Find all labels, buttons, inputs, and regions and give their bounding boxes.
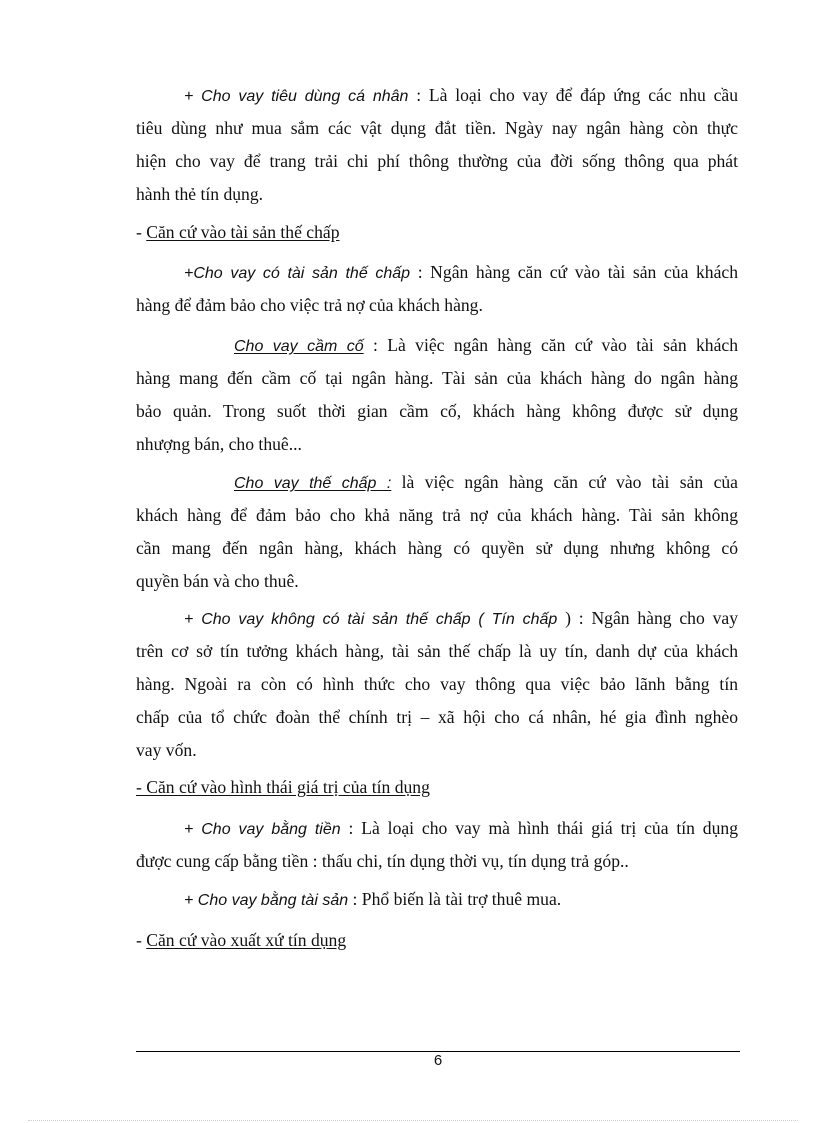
text-line [136, 216, 738, 249]
heading-dash: - [136, 222, 147, 242]
text-line [136, 329, 738, 362]
heading-dash: - [136, 930, 147, 950]
term-mortgage-loan: Cho vay thế chấp : [234, 475, 392, 492]
text-run: : Là loại cho vay mà hình thái giá trị của tín dụng [340, 818, 738, 838]
paragraph-unsecured-loan [136, 602, 738, 767]
text-run: là việc ngân hàng căn cứ vào tài sản của [391, 472, 738, 492]
text-line [136, 79, 738, 112]
page-edge-dotted-line [28, 1120, 798, 1121]
text-run: : Ngân hàng căn cứ vào tài sản của khách [410, 262, 739, 282]
term-secured-loan: +Cho vay có tài sản thế chấp [184, 265, 411, 282]
text-line: chấp của tổ chức đoàn thể chính trị – xã hội cho cá nhân, hé gia đình nghèo [136, 707, 738, 727]
text-run: : Là loại cho vay để đáp ứng các nhu cầu [408, 85, 738, 105]
text-line [136, 771, 738, 804]
paragraph-secured-loan [136, 256, 738, 322]
term-pawn-loan: Cho vay cầm cố [234, 338, 364, 355]
text-line: trên cơ sở tín tưởng khách hàng, tài sản thế chấp là uy tín, danh dự của khách [136, 641, 738, 661]
text-line [136, 812, 738, 845]
text-run: : Phổ biến là tài trợ thuê mua. [348, 889, 562, 909]
text-run: : Là việc ngân hàng căn cứ vào tài sản khách [363, 335, 738, 355]
text-line: tiêu dùng như mua sắm các vật dụng đắt tiền. Ngày nay ngân hàng còn thực [136, 118, 738, 138]
text-line: vay vốn. [136, 740, 197, 760]
text-line: quyền bán và cho thuê. [136, 571, 299, 591]
text-line [136, 466, 738, 499]
term-cash-loan: + Cho vay bằng tiền [184, 821, 341, 838]
text-line: hàng để đảm bảo cho việc trả nợ của khách hàng. [136, 295, 483, 315]
heading-credit-value-form [136, 771, 738, 804]
text-line: hàng. Ngoài ra còn có hình thức cho vay thông qua việc bảo lãnh bằng tín [136, 674, 738, 694]
page-number: 6 [433, 1052, 443, 1069]
text-line [136, 883, 738, 916]
text-run: ) : Ngân hàng cho vay [557, 608, 738, 628]
text-line: nhượng bán, cho thuê... [136, 434, 302, 454]
heading-text: Căn cứ vào tài sản thế chấp [146, 222, 340, 242]
paragraph-asset-loan [136, 883, 738, 916]
term-consumer-loan: + Cho vay tiêu dùng cá nhân [184, 88, 409, 105]
text-line: bảo quản. Trong suốt thời gian cầm cố, khách hàng không được sử dụng [136, 401, 738, 421]
text-line: hiện cho vay để trang trải chi phí thông thường của đời sống thông qua phát [136, 151, 738, 171]
text-line: được cung cấp bằng tiền : thấu chi, tín dụng thời vụ, tín dụng trả góp.. [136, 851, 629, 871]
heading-credit-origin [136, 924, 738, 957]
text-line: khách hàng để đảm bảo cho khả năng trả nợ của khách hàng. Tài sản không [136, 505, 738, 525]
paragraph-mortgage-loan [136, 466, 738, 598]
paragraph-consumer-loan [136, 79, 738, 211]
heading-collateral [136, 216, 738, 249]
text-line: hành thẻ tín dụng. [136, 184, 264, 204]
paragraph-cash-loan [136, 812, 738, 878]
heading-text: Căn cứ vào xuất xứ tín dụng [146, 930, 347, 950]
text-line [136, 256, 738, 289]
text-line: cần mang đến ngân hàng, khách hàng có quyền sử dụng nhưng không có [136, 538, 738, 558]
term-unsecured-loan: + Cho vay không có tài sản thế chấp ( Tín chấp [184, 611, 558, 628]
text-line [136, 602, 738, 635]
heading-text: - Căn cứ vào hình thái giá trị của tín dụng [136, 777, 430, 797]
term-asset-loan: + Cho vay bằng tài sản [184, 892, 349, 909]
text-line [136, 924, 738, 957]
text-line: hàng mang đến cầm cố tại ngân hàng. Tài sản của khách hàng do ngân hàng [136, 368, 738, 388]
paragraph-pawn-loan [136, 329, 738, 461]
